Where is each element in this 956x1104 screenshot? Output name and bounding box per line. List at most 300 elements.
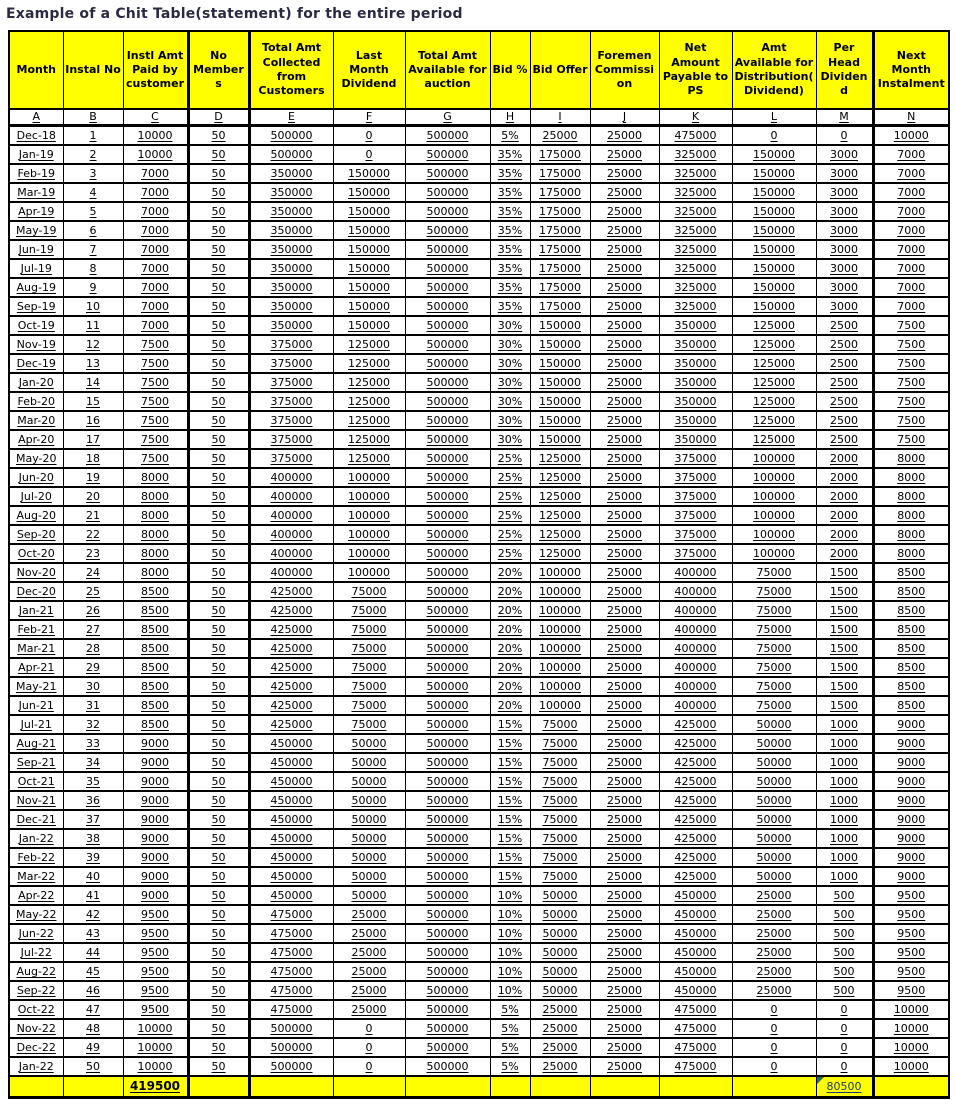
cell-instal_no: 43 <box>63 924 123 943</box>
cell-per_head_dividend: 1000 <box>816 810 873 829</box>
cell-no_members: 50 <box>188 753 249 772</box>
cell-bid_pct: 15% <box>490 734 530 753</box>
cell-foremen_commission: 25000 <box>590 601 659 620</box>
cell-per_head_dividend: 2500 <box>816 373 873 392</box>
cell-foremen_commission: 25000 <box>590 715 659 734</box>
cell-no_members: 50 <box>188 1019 249 1038</box>
cell-instl_amt_paid: 7500 <box>123 335 188 354</box>
cell-last_month_dividend: 100000 <box>333 525 405 544</box>
cell-total_available_auction: 500000 <box>405 126 490 146</box>
cell-bid_pct: 30% <box>490 373 530 392</box>
cell-instl_amt_paid: 9000 <box>123 734 188 753</box>
cell-instal_no: 26 <box>63 601 123 620</box>
cell-total_collected: 425000 <box>249 582 333 601</box>
cell-instal_no: 33 <box>63 734 123 753</box>
cell-bid_pct: 20% <box>490 639 530 658</box>
cell-net_payable_ps: 450000 <box>659 905 732 924</box>
cell-net_payable_ps: 475000 <box>659 1057 732 1076</box>
cell-amt_distribution: 50000 <box>732 810 816 829</box>
column-header-total_collected: Total Amt Collected from Customers <box>249 31 333 109</box>
cell-instal_no: 27 <box>63 620 123 639</box>
cell-bid_offer: 125000 <box>530 468 590 487</box>
cell-net_payable_ps: 325000 <box>659 297 732 316</box>
cell-instal_no: 21 <box>63 506 123 525</box>
cell-next_month_instalment: 8500 <box>873 639 949 658</box>
cell-net_payable_ps: 350000 <box>659 354 732 373</box>
cell-per_head_dividend: 0 <box>816 1019 873 1038</box>
cell-amt_distribution: 25000 <box>732 886 816 905</box>
cell-net_payable_ps: 325000 <box>659 221 732 240</box>
data-row <box>9 183 949 202</box>
cell-total_collected: 400000 <box>249 563 333 582</box>
total-empty-cell <box>405 1076 490 1098</box>
cell-bid_pct: 15% <box>490 810 530 829</box>
cell-total_available_auction: 500000 <box>405 1000 490 1019</box>
cell-no_members: 50 <box>188 620 249 639</box>
cell-month: Aug-21 <box>9 734 63 753</box>
total-empty-cell <box>490 1076 530 1098</box>
cell-amt_distribution: 150000 <box>732 145 816 164</box>
cell-no_members: 50 <box>188 582 249 601</box>
cell-foremen_commission: 25000 <box>590 1057 659 1076</box>
cell-month: Apr-22 <box>9 886 63 905</box>
cell-last_month_dividend: 25000 <box>333 962 405 981</box>
cell-net_payable_ps: 325000 <box>659 164 732 183</box>
cell-instal_no: 3 <box>63 164 123 183</box>
cell-no_members: 50 <box>188 962 249 981</box>
cell-next_month_instalment: 9000 <box>873 810 949 829</box>
cell-last_month_dividend: 50000 <box>333 810 405 829</box>
cell-total_collected: 475000 <box>249 924 333 943</box>
cell-per_head_dividend: 2500 <box>816 430 873 449</box>
cell-last_month_dividend: 125000 <box>333 430 405 449</box>
cell-amt_distribution: 50000 <box>732 753 816 772</box>
cell-bid_offer: 75000 <box>530 715 590 734</box>
cell-last_month_dividend: 150000 <box>333 259 405 278</box>
cell-total_available_auction: 500000 <box>405 924 490 943</box>
cell-bid_offer: 125000 <box>530 449 590 468</box>
cell-per_head_dividend: 3000 <box>816 164 873 183</box>
cell-per_head_dividend: 2500 <box>816 392 873 411</box>
cell-total_available_auction: 500000 <box>405 696 490 715</box>
cell-total_collected: 400000 <box>249 525 333 544</box>
cell-total_available_auction: 500000 <box>405 810 490 829</box>
cell-bid_pct: 30% <box>490 392 530 411</box>
cell-last_month_dividend: 0 <box>333 145 405 164</box>
data-row <box>9 791 949 810</box>
cell-foremen_commission: 25000 <box>590 696 659 715</box>
data-row <box>9 924 949 943</box>
cell-per_head_dividend: 0 <box>816 126 873 146</box>
data-row <box>9 297 949 316</box>
cell-last_month_dividend: 25000 <box>333 1000 405 1019</box>
cell-net_payable_ps: 350000 <box>659 373 732 392</box>
data-row <box>9 221 949 240</box>
cell-net_payable_ps: 350000 <box>659 430 732 449</box>
cell-foremen_commission: 25000 <box>590 544 659 563</box>
cell-net_payable_ps: 450000 <box>659 962 732 981</box>
cell-bid_offer: 175000 <box>530 183 590 202</box>
cell-no_members: 50 <box>188 145 249 164</box>
cell-last_month_dividend: 150000 <box>333 240 405 259</box>
cell-total_collected: 375000 <box>249 392 333 411</box>
cell-amt_distribution: 150000 <box>732 183 816 202</box>
cell-total_collected: 425000 <box>249 620 333 639</box>
cell-instal_no: 14 <box>63 373 123 392</box>
cell-bid_offer: 75000 <box>530 829 590 848</box>
data-row <box>9 715 949 734</box>
cell-last_month_dividend: 0 <box>333 1038 405 1057</box>
cell-per_head_dividend: 2500 <box>816 354 873 373</box>
cell-last_month_dividend: 50000 <box>333 791 405 810</box>
cell-next_month_instalment: 9500 <box>873 905 949 924</box>
cell-instal_no: 12 <box>63 335 123 354</box>
cell-amt_distribution: 50000 <box>732 772 816 791</box>
cell-month: Dec-22 <box>9 1038 63 1057</box>
cell-foremen_commission: 25000 <box>590 145 659 164</box>
cell-instl_amt_paid: 10000 <box>123 126 188 146</box>
cell-amt_distribution: 150000 <box>732 259 816 278</box>
cell-total_available_auction: 500000 <box>405 658 490 677</box>
cell-amt_distribution: 25000 <box>732 905 816 924</box>
cell-net_payable_ps: 475000 <box>659 1000 732 1019</box>
column-header-instal_no: Instal No <box>63 31 123 109</box>
cell-bid_pct: 20% <box>490 563 530 582</box>
column-letter-last_month_dividend: F <box>333 109 405 126</box>
cell-amt_distribution: 50000 <box>732 734 816 753</box>
cell-total_collected: 375000 <box>249 430 333 449</box>
cell-per_head_dividend: 1500 <box>816 639 873 658</box>
column-letter-net_payable_ps: K <box>659 109 732 126</box>
cell-total_collected: 350000 <box>249 202 333 221</box>
cell-month: Apr-20 <box>9 430 63 449</box>
cell-instal_no: 4 <box>63 183 123 202</box>
cell-last_month_dividend: 50000 <box>333 886 405 905</box>
column-header-bid_offer: Bid Offer <box>530 31 590 109</box>
cell-bid_pct: 35% <box>490 240 530 259</box>
cell-next_month_instalment: 8000 <box>873 525 949 544</box>
data-row <box>9 1057 949 1076</box>
cell-no_members: 50 <box>188 1057 249 1076</box>
cell-next_month_instalment: 9000 <box>873 829 949 848</box>
cell-instl_amt_paid: 8500 <box>123 582 188 601</box>
cell-amt_distribution: 50000 <box>732 848 816 867</box>
data-row <box>9 506 949 525</box>
cell-bid_pct: 25% <box>490 544 530 563</box>
cell-amt_distribution: 50000 <box>732 829 816 848</box>
data-row <box>9 544 949 563</box>
data-row <box>9 734 949 753</box>
cell-total_collected: 450000 <box>249 810 333 829</box>
cell-per_head_dividend: 1500 <box>816 563 873 582</box>
cell-total_available_auction: 500000 <box>405 582 490 601</box>
cell-last_month_dividend: 125000 <box>333 335 405 354</box>
cell-total_collected: 450000 <box>249 886 333 905</box>
cell-last_month_dividend: 100000 <box>333 563 405 582</box>
cell-next_month_instalment: 9500 <box>873 943 949 962</box>
cell-foremen_commission: 25000 <box>590 810 659 829</box>
cell-instl_amt_paid: 7000 <box>123 316 188 335</box>
cell-month: Nov-22 <box>9 1019 63 1038</box>
cell-next_month_instalment: 8000 <box>873 487 949 506</box>
cell-foremen_commission: 25000 <box>590 829 659 848</box>
cell-total_collected: 350000 <box>249 183 333 202</box>
cell-next_month_instalment: 8500 <box>873 582 949 601</box>
cell-month: Dec-19 <box>9 354 63 373</box>
cell-foremen_commission: 25000 <box>590 487 659 506</box>
cell-no_members: 50 <box>188 316 249 335</box>
page-title: Example of a Chit Table(statement) for the entire period <box>6 6 463 22</box>
cell-amt_distribution: 25000 <box>732 943 816 962</box>
cell-foremen_commission: 25000 <box>590 259 659 278</box>
cell-net_payable_ps: 400000 <box>659 563 732 582</box>
cell-instl_amt_paid: 9000 <box>123 810 188 829</box>
cell-net_payable_ps: 425000 <box>659 753 732 772</box>
cell-instal_no: 34 <box>63 753 123 772</box>
cell-total_collected: 500000 <box>249 1019 333 1038</box>
cell-foremen_commission: 25000 <box>590 297 659 316</box>
cell-last_month_dividend: 25000 <box>333 924 405 943</box>
cell-next_month_instalment: 10000 <box>873 1019 949 1038</box>
cell-month: Mar-19 <box>9 183 63 202</box>
cell-last_month_dividend: 50000 <box>333 734 405 753</box>
cell-bid_pct: 20% <box>490 620 530 639</box>
cell-bid_offer: 75000 <box>530 810 590 829</box>
cell-instal_no: 28 <box>63 639 123 658</box>
cell-next_month_instalment: 7500 <box>873 430 949 449</box>
cell-total_available_auction: 500000 <box>405 221 490 240</box>
cell-foremen_commission: 25000 <box>590 164 659 183</box>
cell-total_available_auction: 500000 <box>405 240 490 259</box>
cell-no_members: 50 <box>188 848 249 867</box>
cell-foremen_commission: 25000 <box>590 563 659 582</box>
column-letter-per_head_dividend: M <box>816 109 873 126</box>
cell-net_payable_ps: 350000 <box>659 392 732 411</box>
cell-bid_pct: 30% <box>490 430 530 449</box>
cell-instal_no: 35 <box>63 772 123 791</box>
cell-net_payable_ps: 425000 <box>659 810 732 829</box>
cell-net_payable_ps: 425000 <box>659 829 732 848</box>
cell-next_month_instalment: 9500 <box>873 886 949 905</box>
cell-instl_amt_paid: 7500 <box>123 411 188 430</box>
cell-instl_amt_paid: 7500 <box>123 392 188 411</box>
cell-next_month_instalment: 7000 <box>873 297 949 316</box>
cell-bid_offer: 25000 <box>530 126 590 146</box>
cell-instal_no: 5 <box>63 202 123 221</box>
cell-no_members: 50 <box>188 354 249 373</box>
cell-foremen_commission: 25000 <box>590 981 659 1000</box>
cell-month: Mar-21 <box>9 639 63 658</box>
cell-total_collected: 450000 <box>249 772 333 791</box>
data-row <box>9 867 949 886</box>
cell-month: Jun-21 <box>9 696 63 715</box>
cell-bid_offer: 50000 <box>530 962 590 981</box>
cell-foremen_commission: 25000 <box>590 734 659 753</box>
cell-net_payable_ps: 425000 <box>659 734 732 753</box>
column-letter-amt_distribution: L <box>732 109 816 126</box>
cell-net_payable_ps: 400000 <box>659 620 732 639</box>
cell-foremen_commission: 25000 <box>590 316 659 335</box>
cell-last_month_dividend: 125000 <box>333 449 405 468</box>
cell-net_payable_ps: 325000 <box>659 183 732 202</box>
cell-instl_amt_paid: 9000 <box>123 829 188 848</box>
cell-instal_no: 45 <box>63 962 123 981</box>
cell-foremen_commission: 25000 <box>590 278 659 297</box>
cell-instl_amt_paid: 9000 <box>123 753 188 772</box>
cell-bid_pct: 30% <box>490 316 530 335</box>
cell-month: Oct-22 <box>9 1000 63 1019</box>
cell-bid_pct: 35% <box>490 164 530 183</box>
cell-total_available_auction: 500000 <box>405 943 490 962</box>
column-letter-foremen_commission: J <box>590 109 659 126</box>
cell-next_month_instalment: 7500 <box>873 335 949 354</box>
cell-total_collected: 450000 <box>249 734 333 753</box>
cell-last_month_dividend: 25000 <box>333 943 405 962</box>
cell-net_payable_ps: 375000 <box>659 506 732 525</box>
cell-total_collected: 500000 <box>249 1038 333 1057</box>
cell-amt_distribution: 125000 <box>732 392 816 411</box>
cell-bid_pct: 35% <box>490 278 530 297</box>
total-row <box>9 1076 949 1098</box>
cell-foremen_commission: 25000 <box>590 525 659 544</box>
cell-month: Jan-21 <box>9 601 63 620</box>
data-row <box>9 525 949 544</box>
cell-bid_offer: 175000 <box>530 240 590 259</box>
cell-last_month_dividend: 125000 <box>333 354 405 373</box>
total-empty-cell <box>530 1076 590 1098</box>
cell-instal_no: 19 <box>63 468 123 487</box>
cell-instal_no: 37 <box>63 810 123 829</box>
cell-net_payable_ps: 400000 <box>659 658 732 677</box>
cell-bid_offer: 100000 <box>530 658 590 677</box>
cell-last_month_dividend: 125000 <box>333 392 405 411</box>
cell-no_members: 50 <box>188 449 249 468</box>
cell-total_available_auction: 500000 <box>405 373 490 392</box>
cell-last_month_dividend: 50000 <box>333 867 405 886</box>
cell-amt_distribution: 150000 <box>732 297 816 316</box>
cell-per_head_dividend: 2000 <box>816 468 873 487</box>
cell-per_head_dividend: 0 <box>816 1038 873 1057</box>
cell-total_collected: 350000 <box>249 278 333 297</box>
cell-total_collected: 375000 <box>249 449 333 468</box>
cell-bid_pct: 30% <box>490 411 530 430</box>
cell-bid_offer: 100000 <box>530 696 590 715</box>
cell-net_payable_ps: 350000 <box>659 411 732 430</box>
cell-per_head_dividend: 1500 <box>816 696 873 715</box>
cell-instal_no: 38 <box>63 829 123 848</box>
cell-bid_offer: 75000 <box>530 867 590 886</box>
cell-total_collected: 450000 <box>249 791 333 810</box>
cell-instl_amt_paid: 8000 <box>123 487 188 506</box>
cell-total_available_auction: 500000 <box>405 145 490 164</box>
cell-net_payable_ps: 425000 <box>659 715 732 734</box>
cell-next_month_instalment: 8500 <box>873 677 949 696</box>
cell-net_payable_ps: 475000 <box>659 1038 732 1057</box>
column-letter-instal_no: B <box>63 109 123 126</box>
data-row <box>9 639 949 658</box>
cell-total_available_auction: 500000 <box>405 1038 490 1057</box>
cell-per_head_dividend: 1500 <box>816 658 873 677</box>
cell-no_members: 50 <box>188 867 249 886</box>
cell-amt_distribution: 50000 <box>732 867 816 886</box>
cell-instl_amt_paid: 8500 <box>123 639 188 658</box>
cell-next_month_instalment: 7500 <box>873 411 949 430</box>
cell-net_payable_ps: 375000 <box>659 468 732 487</box>
cell-bid_pct: 15% <box>490 867 530 886</box>
cell-amt_distribution: 75000 <box>732 696 816 715</box>
cell-instal_no: 9 <box>63 278 123 297</box>
cell-total_available_auction: 500000 <box>405 772 490 791</box>
total-empty-cell <box>732 1076 816 1098</box>
cell-bid_offer: 100000 <box>530 563 590 582</box>
cell-last_month_dividend: 150000 <box>333 316 405 335</box>
cell-bid_pct: 25% <box>490 487 530 506</box>
cell-amt_distribution: 100000 <box>732 525 816 544</box>
cell-instal_no: 47 <box>63 1000 123 1019</box>
cell-bid_offer: 175000 <box>530 221 590 240</box>
cell-month: Jan-20 <box>9 373 63 392</box>
cell-last_month_dividend: 25000 <box>333 981 405 1000</box>
cell-instal_no: 22 <box>63 525 123 544</box>
cell-amt_distribution: 0 <box>732 1057 816 1076</box>
cell-next_month_instalment: 10000 <box>873 1038 949 1057</box>
cell-amt_distribution: 100000 <box>732 487 816 506</box>
cell-no_members: 50 <box>188 525 249 544</box>
column-letter-total_available_auction: G <box>405 109 490 126</box>
data-row <box>9 145 949 164</box>
data-row <box>9 487 949 506</box>
cell-bid_offer: 175000 <box>530 278 590 297</box>
cell-foremen_commission: 25000 <box>590 658 659 677</box>
column-header-amt_distribution: Amt Available for Distribution( Dividend) <box>732 31 816 109</box>
cell-instl_amt_paid: 7000 <box>123 183 188 202</box>
cell-bid_pct: 10% <box>490 962 530 981</box>
cell-next_month_instalment: 9000 <box>873 848 949 867</box>
cell-bid_pct: 20% <box>490 601 530 620</box>
cell-net_payable_ps: 325000 <box>659 259 732 278</box>
cell-month: Jun-19 <box>9 240 63 259</box>
cell-month: Jan-19 <box>9 145 63 164</box>
cell-bid_offer: 50000 <box>530 905 590 924</box>
cell-per_head_dividend: 3000 <box>816 202 873 221</box>
cell-per_head_dividend: 1000 <box>816 753 873 772</box>
cell-last_month_dividend: 0 <box>333 126 405 146</box>
cell-foremen_commission: 25000 <box>590 677 659 696</box>
cell-foremen_commission: 25000 <box>590 867 659 886</box>
cell-no_members: 50 <box>188 1038 249 1057</box>
cell-net_payable_ps: 400000 <box>659 696 732 715</box>
cell-total_collected: 475000 <box>249 943 333 962</box>
column-header-last_month_dividend: Last Month Dividend <box>333 31 405 109</box>
cell-last_month_dividend: 25000 <box>333 905 405 924</box>
total-empty-cell <box>63 1076 123 1098</box>
cell-per_head_dividend: 2500 <box>816 316 873 335</box>
cell-net_payable_ps: 400000 <box>659 601 732 620</box>
cell-instl_amt_paid: 8000 <box>123 506 188 525</box>
data-row <box>9 601 949 620</box>
cell-bid_offer: 175000 <box>530 297 590 316</box>
cell-total_available_auction: 500000 <box>405 506 490 525</box>
cell-total_available_auction: 500000 <box>405 354 490 373</box>
cell-instl_amt_paid: 7000 <box>123 202 188 221</box>
data-row <box>9 240 949 259</box>
cell-instal_no: 31 <box>63 696 123 715</box>
cell-total_collected: 425000 <box>249 658 333 677</box>
cell-foremen_commission: 25000 <box>590 468 659 487</box>
cell-next_month_instalment: 10000 <box>873 126 949 146</box>
cell-instal_no: 24 <box>63 563 123 582</box>
error-indicator-triangle-icon <box>817 1077 824 1084</box>
